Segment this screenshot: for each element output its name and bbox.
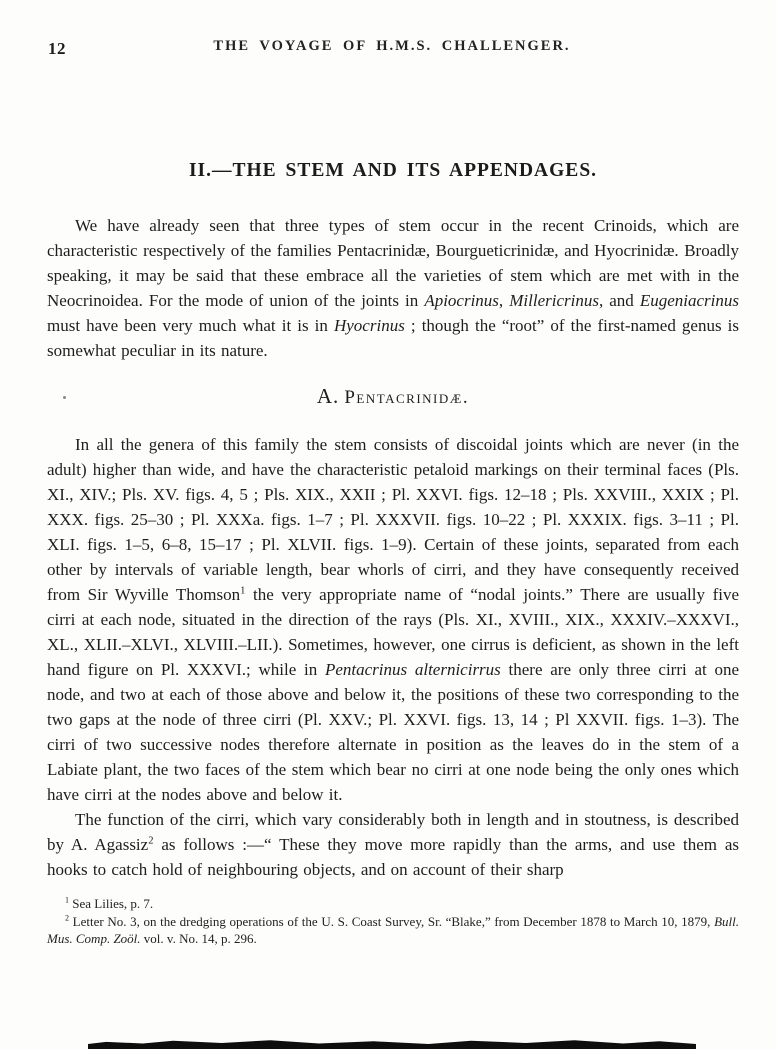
paragraph-intro: We have already seen that three types of stem occur in the recent Crinoids, which are characteristic respectively of the families Pentacrinidæ, Bourgueticrinidæ, and Hyocrinidæ. Broadly speaking, it may be said that these embrace all the varieties of stem which are met with in the Neocrinoidea. For the mode of union of the joints in Apiocrinus, Millericrinus, and Eugeniacrinus must have been very much what it is in Hyocrinus ; though the “root” of the first-named genus is somewhat peculiar in its nature. <box>47 216 740 360</box>
subsection-heading <box>47 384 739 409</box>
subsection-letter: A. <box>316 384 340 408</box>
page-content <box>47 160 739 948</box>
subsection-name: Pentacrinidæ. <box>344 387 470 408</box>
footnote-1: $^1$ Sea Lilies, p. 7. <box>65 895 154 911</box>
footnotes <box>47 895 739 948</box>
scan-speck-artifact <box>63 396 66 399</box>
running-head <box>48 38 736 62</box>
paragraph-cirri-function: The function of the cirri, which vary considerably both in length and in stoutness, is described by A. Agassiz$^2$ as follows :—“ These they move more rapidly than the arms, and use them as hooks to catch hold of neighbouring objects, and on account of their sharp <box>47 810 739 879</box>
scan-edge-artifact <box>88 1038 696 1049</box>
paragraph-pentacrinidae: In all the genera of this family the stem consists of discoidal joints which are never (in the adult) higher than wide, and have the characteristic petaloid markings on their terminal faces (Pls. XI., XIV.; Pls. XV. figs. 4, 5 ; Pls. XIX., XXII ; Pl. XXVI. figs. 12–18 ; Pls. XXVIII., XXIX ; Pl. XXX. figs. 25–30 ; Pl. XXXa. figs. 1–7 ; Pl. XXXVII. figs. 10–22 ; Pl. XXXIX. figs. 3–11 ; Pl. XLI. figs. 1–5, 6–8, 15–17 ; Pl. XLVII. figs. 1–9). Certain of these joints, separated from each other by intervals of variable length, bear whorls of cirri, and they have consequently received from Sir Wyville Thomson$^1$ the very appropriate name of “nodal joints.” There are usually five cirri at each node, situated in the direction of the rays (Pls. XI., XVIII., XIX., XXXIV.–XXXVI., XL., XLII.–XLVI., XLVIII.–LII.). Sometimes, however, one cirrus is deficient, as shown in the left hand figure on Pl. XXXVI.; while in Pentacrinus alternicirrus there are only three cirri at one node, and two at each of those above and below it, the positions of these two corresponding to the two gaps at the node of three cirri (Pl. XXV.; Pl. XXVI. figs. 13, 14 ; Pl XXVII. figs. 1–3). The cirri of two successive nodes therefore alternate in position as the leaves do in the stem of a Labiate plant, the two faces of the stem which bear no cirri at one node being the only ones which have cirri at the nodes above and below it. <box>47 435 740 804</box>
page-number: 12 <box>48 39 66 58</box>
footnote-2: $^2$ Letter No. 3, on the dredging operations of the U. S. Coast Survey, Sr. “Blake,” from December 1878 to March 10, 1879, Bull. Mus. Comp. Zoöl. vol. v. No. 14, p. 296. <box>47 913 739 946</box>
running-title: THE VOYAGE OF H.M.S. CHALLENGER. <box>213 38 571 54</box>
section-heading: II.—THE STEM AND ITS APPENDAGES. <box>188 160 598 181</box>
